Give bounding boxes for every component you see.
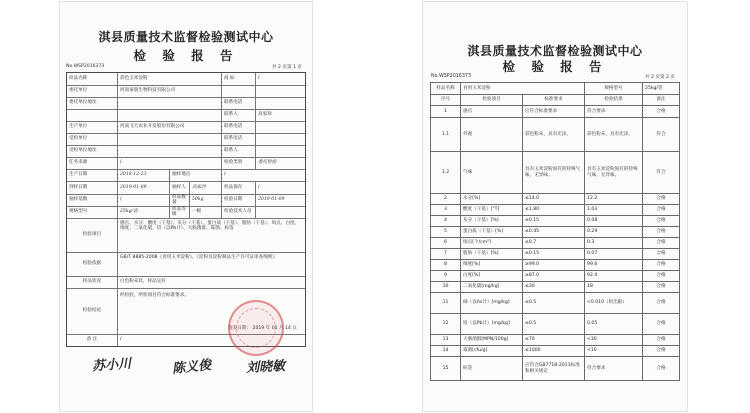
form-label: 生产单位 [69, 124, 88, 130]
row-no: 5 [431, 227, 461, 238]
row-requirement: 彩色粉末，具有光泽。 [523, 118, 585, 152]
row-verdict: 合格 [643, 293, 680, 314]
row-item: 砷（以As计）[mg/kg] [461, 293, 523, 314]
row-result: 符合要求 [585, 106, 643, 118]
form-value: / [117, 157, 221, 169]
row-requirement: ≤0.45 [523, 227, 585, 238]
row-item: 霉菌[cfu/g] [461, 346, 523, 357]
row-item: 气味 [461, 152, 523, 194]
form-value [117, 133, 221, 145]
row-no: 6 [431, 238, 461, 249]
form-value: 一级 [189, 206, 221, 218]
form-value [117, 145, 221, 157]
row-verdict: 合格 [643, 346, 680, 357]
row-item: 脂肪（干基）[%] [461, 249, 523, 260]
table-row [431, 118, 680, 152]
row-result: 0.3 [585, 238, 643, 249]
col-header: 备注 [643, 95, 680, 106]
row-item: 标签 [461, 357, 523, 381]
report-number: No.WSP2016373 [66, 64, 105, 69]
row-item: 铅（以Pb计）[mg/kg] [461, 314, 523, 335]
form-value [255, 85, 305, 97]
row-no: 14 [431, 346, 461, 357]
form-value [255, 133, 305, 145]
row-verdict: 合格 [643, 357, 680, 381]
form-label: 检验日期 [221, 194, 255, 206]
row-requirement: ≤70 [523, 335, 585, 346]
form-label: 受检单位地址 [69, 148, 97, 154]
form-label: 生产日期 [69, 172, 88, 178]
row-result: <30 [585, 335, 643, 346]
form-value [117, 97, 221, 109]
row-result: 1.03 [585, 205, 643, 216]
form-label: 受检单位 [69, 136, 88, 142]
form-value: 委托检验 [255, 157, 305, 169]
form-value: / [117, 194, 169, 206]
form-value: / [255, 73, 305, 85]
table-header-row [431, 83, 680, 95]
row-item: 灰分（干基）[%] [461, 216, 523, 227]
form-label: 联系电话 [221, 121, 255, 133]
form-value [255, 121, 305, 133]
row-no: 12 [431, 314, 461, 335]
row-requirement: ≤14.0 [523, 194, 585, 205]
form-label: 抽样人 [169, 181, 189, 194]
test-items-text: 感官、水分、酸度（干基）、灰分（干基）、蛋白质（干基）、脂肪（干基）、斑点、白度、细度、二氧化硫、铅（以Pb计）、大肠菌群、霉菌、标签 [117, 218, 305, 252]
form-label: 联系电话 [221, 133, 255, 145]
form-value [117, 109, 221, 121]
form-value [255, 206, 305, 218]
table-column-headers [431, 95, 680, 106]
table-row [431, 194, 680, 205]
table-row [431, 346, 680, 357]
form-value: 河南飞天农业开发股份有限公司 [117, 121, 221, 133]
row-verdict: 合格 [643, 238, 680, 249]
form-label: 样品状况 [82, 279, 102, 285]
row-item: 感官 [461, 106, 523, 118]
form-label [221, 85, 255, 97]
col-header: 检验结果 [585, 95, 643, 106]
row-result: 12.2 [585, 194, 643, 205]
row-result: <10 [585, 346, 643, 357]
test-results-table [430, 82, 680, 381]
row-requirement: ≤0.5 [523, 314, 585, 335]
reviewer-signature: 陈义俊 [171, 357, 212, 377]
row-result: 0.05 [585, 314, 643, 335]
form-label: 任务来源 [69, 160, 88, 166]
official-seal [228, 300, 284, 356]
row-verdict: 符合 [643, 152, 680, 194]
col-header: 标准要求 [523, 95, 585, 106]
row-no: 1 [431, 106, 461, 118]
row-no: 10 [431, 282, 461, 293]
row-result: 18 [585, 282, 643, 293]
form-label: 联系人 [221, 145, 255, 157]
row-requirement: ≤0.7 [523, 238, 585, 249]
sample-name-label: 样品名称 [431, 83, 461, 95]
row-result: 彩色粉末，具有光泽。 [585, 118, 643, 152]
row-verdict: 合格 [643, 249, 680, 260]
spec-label: 规格型号 [585, 83, 643, 95]
row-requirement: ≤0.15 [523, 249, 585, 260]
row-item: 大肠菌群[MPN/100g] [461, 335, 523, 346]
report-page-2 [423, 2, 687, 411]
row-requirement: 具有玉米淀粉固有的特殊气味，无异味。 [523, 152, 585, 194]
row-requirement: ≤0.5 [523, 293, 585, 314]
row-no: 2 [431, 194, 461, 205]
form-label: 样品保存 [221, 181, 255, 194]
table-row [431, 314, 680, 335]
row-requirement: ≥99.0 [523, 260, 585, 271]
row-verdict: 合格 [643, 260, 680, 271]
row-verdict: 符合 [643, 118, 680, 152]
row-requirement: ≤0.15 [523, 216, 585, 227]
row-no: 15 [431, 357, 461, 381]
sample-condition-text: 白色粉末状，样品完好 [117, 276, 305, 288]
page-info: 共 2 页第 2 页 [644, 75, 675, 80]
row-result: 0.07 [585, 249, 643, 260]
row-result: 99.6 [585, 260, 643, 271]
row-item: 外观 [461, 118, 523, 152]
row-no: 9 [431, 271, 461, 282]
row-result: 0.29 [585, 227, 643, 238]
row-result: 具有玉米淀粉固有的特殊气味，无异味。 [585, 152, 643, 194]
row-requirement: ≤30 [523, 282, 585, 293]
col-header: 检验项目 [461, 95, 523, 106]
row-item: 二氧化硫[mg/kg] [461, 282, 523, 293]
row-verdict: 合格 [643, 335, 680, 346]
table-row [431, 282, 680, 293]
form-row [67, 181, 305, 195]
form-value: 2018-12-23 [117, 169, 169, 181]
form-label: 抽样地点 [169, 169, 221, 181]
row-verdict: 合格 [643, 271, 680, 282]
row-verdict: 合格 [643, 314, 680, 335]
row-verdict: 合格 [643, 106, 680, 118]
form-label: 规格型号 [69, 209, 88, 215]
approver-signature: 苏小川 [91, 356, 132, 375]
form-label: 抽样基数 [69, 197, 88, 203]
table-row [431, 152, 680, 194]
form-value: / [221, 169, 305, 181]
row-item: 水分[%] [461, 194, 523, 205]
table-row [431, 205, 680, 216]
form-label: 委托单位 [69, 88, 88, 94]
row-no: 1.2 [431, 152, 461, 194]
row-verdict: 合格 [643, 282, 680, 293]
form-label: 样品数量 [169, 194, 189, 206]
report-subtitle: 检 验 报 告 [502, 59, 608, 74]
form-label: 检验类别 [221, 157, 255, 169]
row-no: 7 [431, 249, 461, 260]
table-row [431, 335, 680, 346]
table-row [431, 249, 680, 260]
row-result: 0.08 [585, 216, 643, 227]
row-no: 13 [431, 335, 461, 346]
table-row [431, 357, 680, 381]
row-verdict: 合格 [643, 216, 680, 227]
table-row [431, 106, 680, 118]
row-item: 白度[%] [461, 271, 523, 282]
row-verdict: 合格 [643, 227, 680, 238]
row-item: 酸度（干基）[°T] [461, 205, 523, 216]
row-no: 1.1 [431, 118, 461, 152]
table-row [431, 227, 680, 238]
row-requirement: 应符合标准要求 [523, 106, 585, 118]
form-value: 2019-01-09 [117, 181, 169, 194]
form-value [255, 145, 305, 157]
row-no: 8 [431, 260, 461, 271]
form-value: 2019-01-09 [255, 194, 305, 206]
form-value: 彩色玉米淀粉 [117, 73, 221, 85]
table-row [431, 293, 680, 314]
form-label: 检验项目 [82, 232, 102, 238]
row-requirement: ≤1.80 [523, 205, 585, 216]
form-label: 检验结论 [82, 308, 102, 314]
issue-date: 签发日期： 2019 年 01 月 14 日 [228, 325, 297, 331]
form-label [67, 109, 117, 121]
table-row [431, 216, 680, 227]
page-info: 共 2 页第 1 页 [271, 65, 302, 70]
form-value: 河南豪润生物科技有限公司 [117, 85, 221, 97]
table-row [431, 260, 680, 271]
report-title: 淇县质量技术监督检验测试中心 [467, 44, 643, 58]
form-label: 样品名称 [69, 76, 88, 82]
form-label: 检验技术人员 [221, 206, 255, 218]
table-row [431, 271, 680, 282]
form-value: 25kg/袋 [117, 206, 169, 218]
report-number: No.WSP2016373 [431, 74, 472, 79]
col-header: 序号 [431, 95, 461, 106]
row-item: 斑点[个/cm²] [461, 238, 523, 249]
form-value: / [255, 181, 305, 194]
sample-name: 食用玉米淀粉 [461, 83, 585, 95]
row-item: 细度[%] [461, 260, 523, 271]
form-row [67, 218, 305, 253]
report-page-1 [60, 2, 312, 411]
row-result: <0.010（检出限） [585, 293, 643, 314]
row-requirement: 应符合GB7718-2011标准和相关规定 [523, 357, 585, 381]
table-row [431, 238, 680, 249]
spec-value: 25kg/袋 [643, 83, 680, 95]
form-value [255, 97, 305, 109]
report-subtitle: 检 验 报 告 [133, 48, 239, 63]
form-label: 检验依据 [82, 261, 102, 267]
form-value: 50kg [189, 194, 221, 206]
row-requirement: ≥87.0 [523, 271, 585, 282]
form-label: 联系电话 [221, 97, 255, 109]
form-row [67, 252, 305, 277]
row-no: 4 [431, 216, 461, 227]
conclusion-text: 经检验，所检项目符合标准要求。 [120, 293, 189, 298]
row-no: 3 [431, 205, 461, 216]
inspector-signature: 刘晓敏 [245, 358, 286, 377]
form-value: 高家珍 [189, 181, 221, 194]
form-label: 样品等级 [169, 206, 189, 218]
remark-text: / [117, 334, 305, 346]
row-item: 蛋白质（干基）[%] [461, 227, 523, 238]
row-result: 92.4 [585, 271, 643, 282]
form-label: 联系人 [221, 109, 255, 121]
test-basis-text: GB/T 8885-2008《食用玉米淀粉》、《淀粉及淀粉制品生产许可证审查细则》 [117, 252, 305, 276]
row-requirement: ≤1000 [523, 346, 585, 357]
row-result: 符合要求 [585, 357, 643, 381]
form-label: 商 标 [221, 73, 255, 85]
form-value: 高家珍 [255, 109, 305, 121]
form-label: 备 注 [86, 337, 98, 343]
report-title: 淇县质量技术监督检验测试中心 [98, 30, 274, 44]
form-label: 委托单位地址 [69, 100, 97, 106]
row-verdict: 合格 [643, 194, 680, 205]
row-no: 11 [431, 293, 461, 314]
form-label: 到样日期 [69, 184, 88, 190]
row-verdict: 合格 [643, 205, 680, 216]
